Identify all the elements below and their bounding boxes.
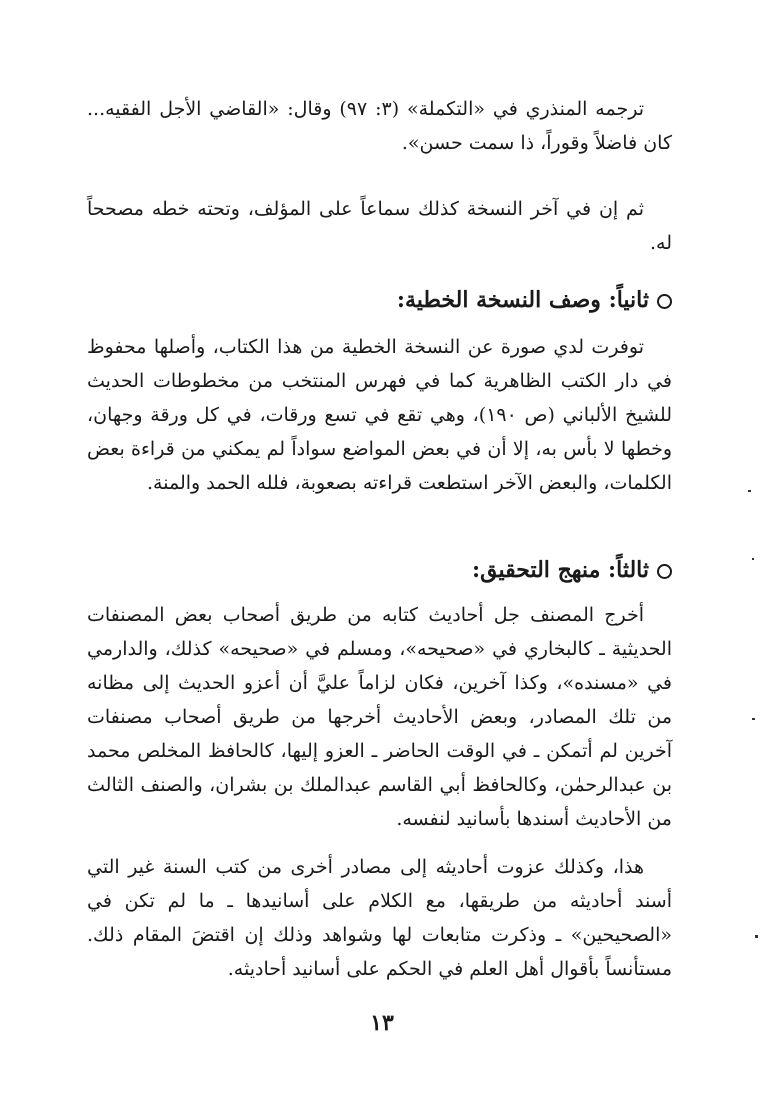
bullet-circle-icon [657,294,672,309]
bullet-circle-icon [657,564,672,579]
paragraph-2-text: ثم إن في آخر النسخة كذلك سماعاً على المؤلف، وتحته خطه مصححاً له. [87,198,672,254]
paragraph-3 [87,330,672,500]
scan-speck [752,558,754,560]
scan-speck [752,718,755,720]
scan-speck [748,490,751,492]
paragraph-4 [87,598,672,836]
paragraph-3-text: توفرت لدي صورة عن النسخة الخطية من هذا الكتاب، وأصلها محفوظ في دار الكتب الظاهرية كما في فهرس المنتخب من مخطوطات الحديث للشيخ الألباني (ص ١٩٠)، وهي تقع في تسع ورقات، في كل ورقة وجهان، وخطها لا بأس به، إلا أن في بعض المواضع سواداً لم يمكني من قراءة بعض الكلمات، والبعض الآخر استطعت قراءته بصعوبة، فلله الحمد والمنة. [87,336,672,494]
section-heading-methodology [87,553,672,587]
heading-text: ثالثاً: منهج التحقيق: [472,557,649,583]
paragraph-5-text: هذا، وكذلك عزوت أحاديثه إلى مصادر أخرى من كتب السنة غير التي أسند أحاديثه من طريقها، مع الكلام على أسانيدها ـ ما لم تكن في «الصحيحين» ـ وذكرت متابعات لها وشواهد وذلك إن اقتضَ المقام ذلك. مستأنساً بأقوال أهل العلم في الحكم على أسانيد أحاديثه. [87,856,672,980]
paragraph-5 [87,850,672,986]
page-number: ١٣ [370,1010,394,1036]
paragraph-1-text: ترجمه المنذري في «التكملة» (٣: ٩٧) وقال: «القاضي الأجل الفقيه... كان فاضلاً وقوراً، ذا سمت حسن». [87,98,672,154]
scan-speck [755,935,758,938]
section-heading-description [87,283,672,317]
paragraph-4-text: أخرج المصنف جل أحاديث كتابه من طريق أصحاب بعض المصنفات الحديثية ـ كالبخاري في «صحيحه»، ومسلم في «صحيحه» كذلك، والدارمي في «مسنده»، وكذا آخرين، فكان لزاماً عليَّ أن أعزو الحديث إلى مظانه من تلك المصادر، وبعض الأحاديث أخرجها من طريق أصحاب مصنفات آخرين لم أتمكن ـ في الوقت الحاضر ـ العزو إليها، كالحافظ المخلص محمد بن عبدالرحمٰن، وكالحافظ أبي القاسم عبدالملك بن بشران، والصنف الثالث من الأحاديث أسندها بأسانيد لنفسه. [87,604,672,830]
paragraph-1 [87,92,672,160]
heading-text: ثانياً: وصف النسخة الخطية: [396,287,649,313]
paragraph-2 [87,192,672,260]
